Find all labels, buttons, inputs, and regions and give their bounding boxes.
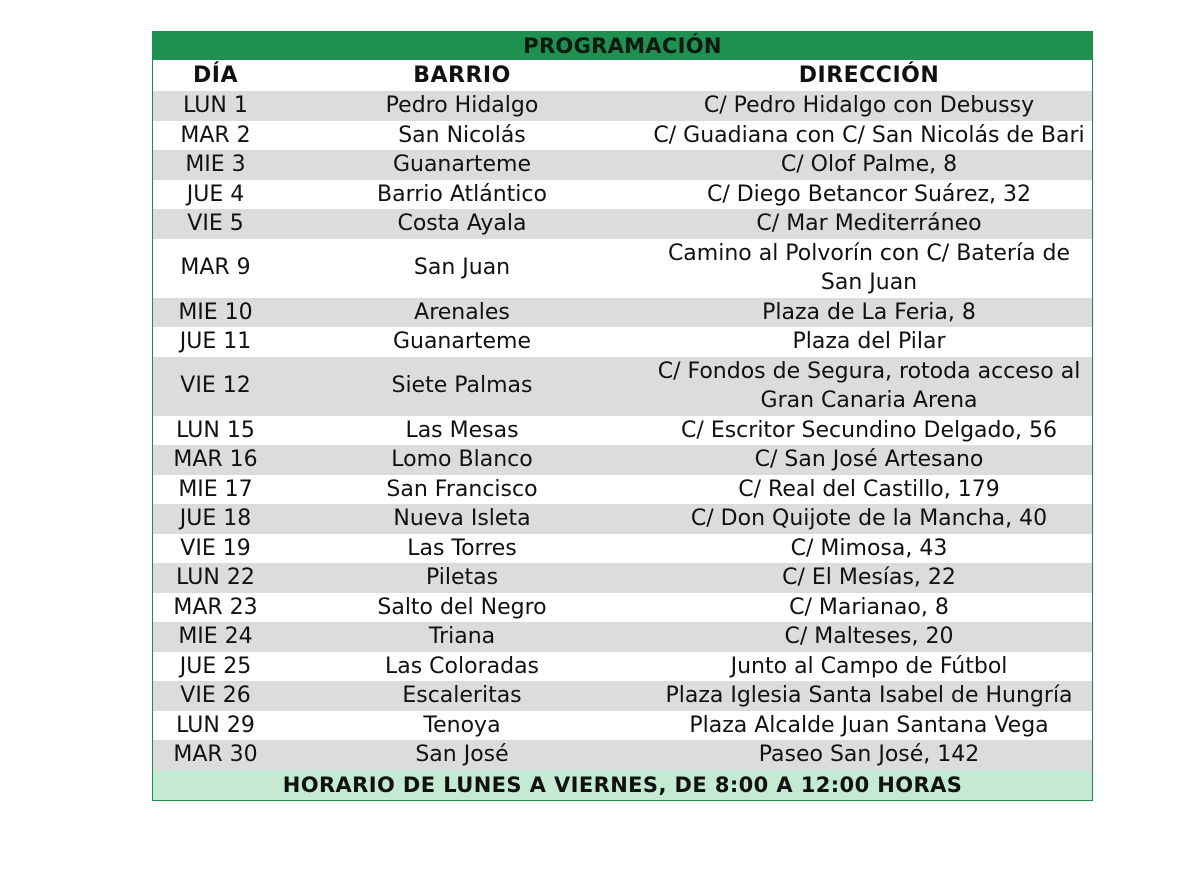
table-row — [153, 416, 1092, 446]
cell-day: MAR 2 — [153, 121, 278, 151]
cell-barrio: Salto del Negro — [278, 593, 646, 623]
cell-direccion: C/ Diego Betancor Suárez, 32 — [646, 180, 1092, 210]
cell-day: MIE 24 — [153, 622, 278, 652]
cell-direccion: C/ Real del Castillo, 179 — [646, 475, 1092, 505]
table-row — [153, 180, 1092, 210]
table-row — [153, 239, 1092, 298]
table-row — [153, 475, 1092, 505]
table-row — [153, 534, 1092, 564]
table-body — [153, 91, 1092, 770]
cell-day: VIE 12 — [153, 357, 278, 416]
table-row — [153, 150, 1092, 180]
cell-barrio: Escaleritas — [278, 681, 646, 711]
cell-direccion: C/ Guadiana con C/ San Nicolás de Bari — [646, 121, 1092, 151]
cell-day: VIE 19 — [153, 534, 278, 564]
table-row — [153, 652, 1092, 682]
cell-barrio: Guanarteme — [278, 327, 646, 357]
cell-day: VIE 26 — [153, 681, 278, 711]
cell-direccion: Junto al Campo de Fútbol — [646, 652, 1092, 682]
table-row — [153, 209, 1092, 239]
programacion-table — [153, 32, 1092, 800]
footer-row — [153, 770, 1092, 800]
cell-direccion: C/ Olof Palme, 8 — [646, 150, 1092, 180]
cell-direccion: Camino al Polvorín con C/ Batería de San Juan — [646, 239, 1092, 298]
cell-day: JUE 25 — [153, 652, 278, 682]
cell-barrio: Pedro Hidalgo — [278, 91, 646, 121]
cell-barrio: San Francisco — [278, 475, 646, 505]
table-row — [153, 593, 1092, 623]
cell-direccion: C/ Escritor Secundino Delgado, 56 — [646, 416, 1092, 446]
table-row — [153, 740, 1092, 770]
table-row — [153, 681, 1092, 711]
cell-day: LUN 15 — [153, 416, 278, 446]
cell-barrio: Guanarteme — [278, 150, 646, 180]
cell-direccion: C/ Malteses, 20 — [646, 622, 1092, 652]
header-barrio: BARRIO — [278, 60, 646, 91]
table-row — [153, 327, 1092, 357]
cell-direccion: C/ Fondos de Segura, rotoda acceso al Gran Canaria Arena — [646, 357, 1092, 416]
schedule-hours: HORARIO DE LUNES A VIERNES, DE 8:00 A 12:00 HORAS — [153, 770, 1092, 800]
cell-direccion: C/ El Mesías, 22 — [646, 563, 1092, 593]
cell-barrio: Costa Ayala — [278, 209, 646, 239]
cell-barrio: Siete Palmas — [278, 357, 646, 416]
cell-day: MIE 3 — [153, 150, 278, 180]
table-row — [153, 445, 1092, 475]
cell-day: VIE 5 — [153, 209, 278, 239]
table-row — [153, 298, 1092, 328]
cell-barrio: Arenales — [278, 298, 646, 328]
cell-direccion: C/ San José Artesano — [646, 445, 1092, 475]
cell-direccion: Paseo San José, 142 — [646, 740, 1092, 770]
cell-barrio: Lomo Blanco — [278, 445, 646, 475]
cell-direccion: Plaza de La Feria, 8 — [646, 298, 1092, 328]
cell-direccion: Plaza del Pilar — [646, 327, 1092, 357]
cell-barrio: Las Torres — [278, 534, 646, 564]
cell-day: JUE 18 — [153, 504, 278, 534]
cell-day: LUN 1 — [153, 91, 278, 121]
cell-day: MIE 17 — [153, 475, 278, 505]
cell-day: MAR 23 — [153, 593, 278, 623]
cell-day: MAR 16 — [153, 445, 278, 475]
table-row — [153, 711, 1092, 741]
table-title: PROGRAMACIÓN — [153, 32, 1092, 60]
cell-barrio: Las Coloradas — [278, 652, 646, 682]
table-row — [153, 622, 1092, 652]
cell-barrio: San José — [278, 740, 646, 770]
table-row — [153, 504, 1092, 534]
cell-barrio: Piletas — [278, 563, 646, 593]
cell-day: MAR 9 — [153, 239, 278, 298]
cell-barrio: San Juan — [278, 239, 646, 298]
cell-direccion: C/ Pedro Hidalgo con Debussy — [646, 91, 1092, 121]
table-row — [153, 357, 1092, 416]
cell-barrio: Las Mesas — [278, 416, 646, 446]
table-row — [153, 91, 1092, 121]
table-row — [153, 121, 1092, 151]
cell-day: JUE 11 — [153, 327, 278, 357]
cell-direccion: Plaza Alcalde Juan Santana Vega — [646, 711, 1092, 741]
cell-direccion: Plaza Iglesia Santa Isabel de Hungría — [646, 681, 1092, 711]
cell-day: MIE 10 — [153, 298, 278, 328]
cell-day: LUN 29 — [153, 711, 278, 741]
cell-barrio: Nueva Isleta — [278, 504, 646, 534]
table-row — [153, 563, 1092, 593]
cell-barrio: San Nicolás — [278, 121, 646, 151]
schedule-table — [152, 31, 1093, 801]
cell-day: MAR 30 — [153, 740, 278, 770]
header-day: DÍA — [153, 60, 278, 91]
cell-direccion: C/ Don Quijote de la Mancha, 40 — [646, 504, 1092, 534]
cell-barrio: Barrio Atlántico — [278, 180, 646, 210]
cell-day: LUN 22 — [153, 563, 278, 593]
cell-direccion: C/ Mimosa, 43 — [646, 534, 1092, 564]
header-direccion: DIRECCIÓN — [646, 60, 1092, 91]
cell-direccion: C/ Mar Mediterráneo — [646, 209, 1092, 239]
cell-barrio: Tenoya — [278, 711, 646, 741]
cell-barrio: Triana — [278, 622, 646, 652]
header-row — [153, 60, 1092, 91]
cell-direccion: C/ Marianao, 8 — [646, 593, 1092, 623]
title-row — [153, 32, 1092, 60]
cell-day: JUE 4 — [153, 180, 278, 210]
